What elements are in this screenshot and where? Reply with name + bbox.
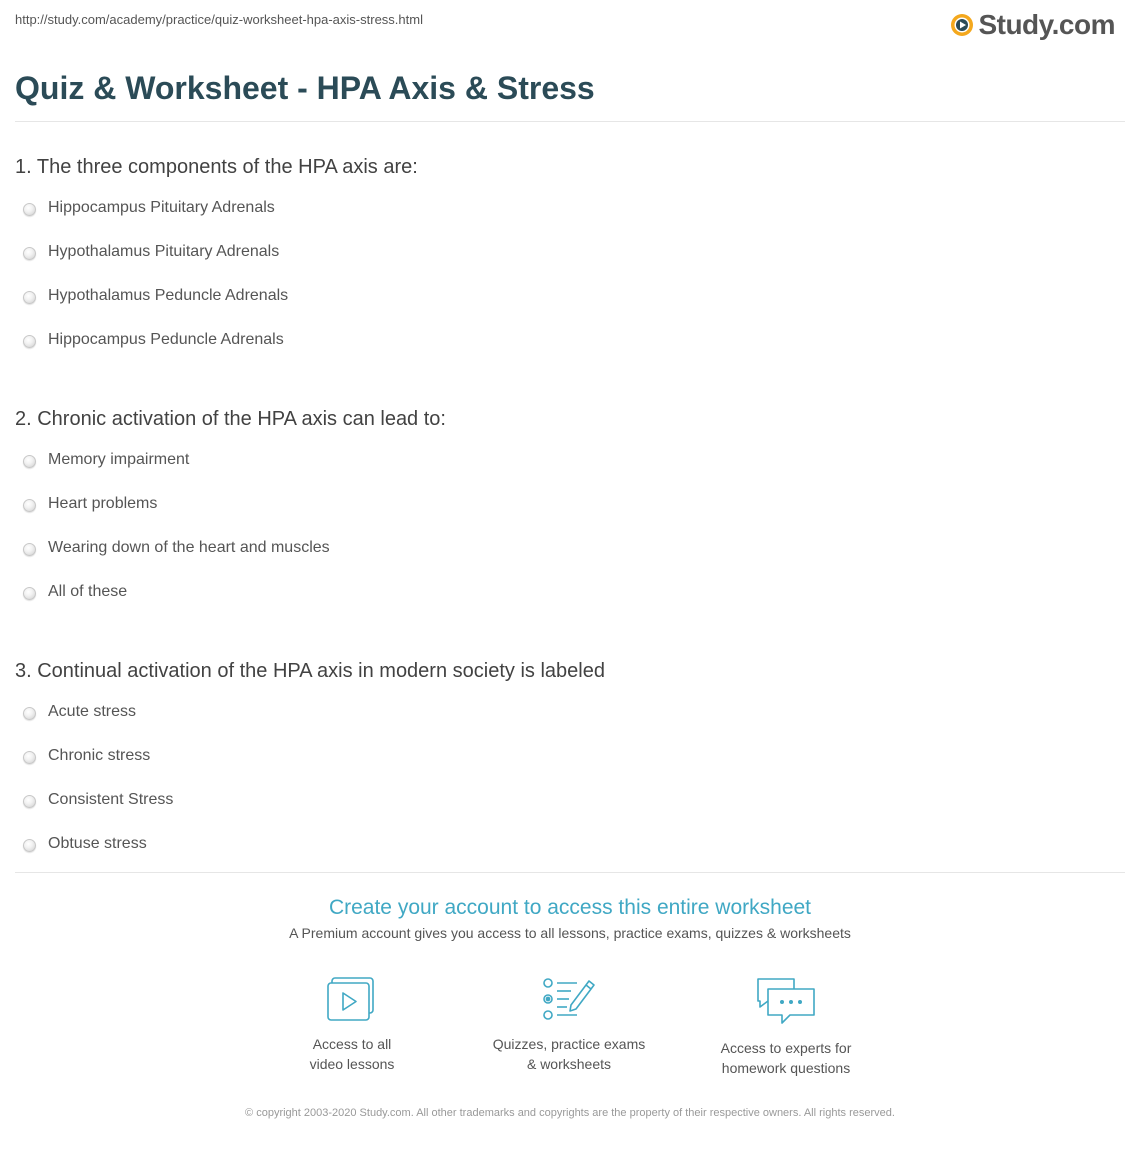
radio-button[interactable] (23, 543, 36, 556)
chat-bubbles-icon (754, 975, 818, 1027)
answer-label: Wearing down of the heart and muscles (48, 539, 330, 556)
answer-option[interactable] (15, 784, 1125, 828)
question-1 (15, 154, 1125, 368)
answer-option[interactable] (15, 532, 1125, 576)
cta-subtitle: A Premium account gives you access to all lessons, practice exams, quizzes & worksheets (289, 925, 851, 941)
play-circle-icon (950, 13, 974, 37)
answer-label: Hypothalamus Peduncle Adrenals (48, 287, 289, 304)
top-bar (0, 0, 1140, 50)
logo-text: Study.com (978, 9, 1115, 40)
feature-label: Quizzes, practice exams & worksheets (492, 1036, 646, 1072)
cta-divider (15, 872, 1125, 873)
question-text: 1. The three components of the HPA axis are: (15, 156, 418, 178)
premium-features (0, 975, 1140, 1085)
radio-button[interactable] (23, 499, 36, 512)
answer-option[interactable] (15, 192, 1125, 236)
answer-label: Hippocampus Peduncle Adrenals (48, 331, 284, 348)
radio-button[interactable] (23, 751, 36, 764)
title-divider (15, 121, 1125, 122)
answer-label: Memory impairment (48, 451, 190, 468)
feature-label: Access to all video lessons (309, 1036, 395, 1072)
answer-option[interactable] (15, 828, 1125, 872)
question-text: 2. Chronic activation of the HPA axis can lead to: (15, 408, 446, 430)
answer-option[interactable] (15, 488, 1125, 532)
feature-video-lessons (242, 975, 462, 1074)
answer-label: Obtuse stress (48, 835, 147, 852)
radio-button[interactable] (23, 291, 36, 304)
feature-label: Access to experts for homework questions (720, 1040, 852, 1076)
feature-quizzes (459, 975, 679, 1074)
create-account-section (0, 893, 1140, 941)
question-2 (15, 406, 1125, 620)
copyright-notice: © copyright 2003-2020 Study.com. All other trademarks and copyrights are the property of their respective owners. All rights reserved. (245, 1107, 895, 1119)
question-3 (15, 658, 1125, 872)
radio-button[interactable] (23, 335, 36, 348)
answer-label: Hippocampus Pituitary Adrenals (48, 199, 275, 216)
answer-option[interactable] (15, 740, 1125, 784)
video-lessons-icon (326, 975, 378, 1023)
radio-button[interactable] (23, 839, 36, 852)
radio-button[interactable] (23, 795, 36, 808)
answer-label: Heart problems (48, 495, 158, 512)
answer-label: All of these (48, 583, 128, 600)
feature-experts (676, 975, 896, 1078)
answer-label: Acute stress (48, 703, 137, 720)
radio-button[interactable] (23, 587, 36, 600)
answer-label: Hypothalamus Pituitary Adrenals (48, 243, 280, 260)
answer-label: Chronic stress (48, 747, 151, 764)
question-text: 3. Continual activation of the HPA axis in modern society is labeled (15, 660, 605, 682)
page-url: http://study.com/academy/practice/quiz-worksheet-hpa-axis-stress.html (15, 12, 423, 27)
checklist-icon (541, 975, 597, 1023)
answer-option[interactable] (15, 576, 1125, 620)
answer-option[interactable] (15, 324, 1125, 368)
study-logo[interactable] (950, 6, 1115, 44)
create-account-link[interactable]: Create your account to access this entire worksheet (328, 896, 812, 919)
radio-button[interactable] (23, 203, 36, 216)
questions-list (15, 154, 1125, 910)
answer-list (15, 444, 1125, 620)
answer-list (15, 696, 1125, 872)
answer-option[interactable] (15, 696, 1125, 740)
answer-label: Consistent Stress (48, 791, 174, 808)
answer-option[interactable] (15, 236, 1125, 280)
radio-button[interactable] (23, 455, 36, 468)
answer-option[interactable] (15, 444, 1125, 488)
radio-button[interactable] (23, 247, 36, 260)
answer-list (15, 192, 1125, 368)
answer-option[interactable] (15, 280, 1125, 324)
radio-button[interactable] (23, 707, 36, 720)
page-title: Quiz & Worksheet - HPA Axis & Stress (15, 70, 595, 106)
